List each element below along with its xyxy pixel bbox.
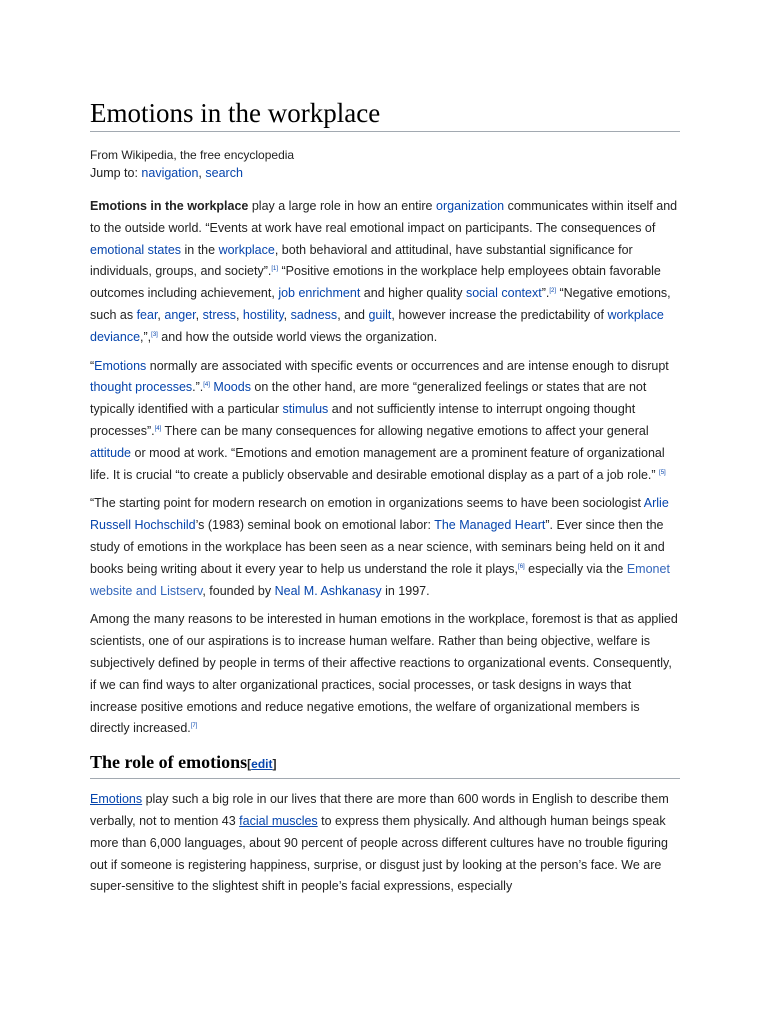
- link-hochschild[interactable]: Arlie Russell Hochschild: [90, 496, 669, 533]
- paragraph-welfare: Among the many reasons to be interested in human emotions in the workplace, foremost is that as applied scientists, one of our aspirations is to increase human welfare. Rather than being objective, welfare is subjectively defined by people in terms of their affective reactions to organizational events. Consequently, if we can find ways to alter organizational practices, social processes, or task designs in ways that increase positive emotions and reduce negative emotions, the welfare of organizational members is directly increased.[7]: [90, 612, 678, 736]
- citation-5[interactable]: [5]: [659, 469, 666, 476]
- paragraph-emotions-moods: “Emotions normally are associated with specific events or occurrences and are intense enough to disrupt thought processes.”.[4] Moods on the other hand, are more “generalized feelings or states that are not typically identified with a particular stimulus and not sufficiently intense to interrupt ongoing thought processes”.[4] There can be many consequences for allowing negative emotions to affect your general attitude or mood at work. “Emotions and emotion management are a prominent feature of organizational life. It is crucial “to create a publicly observable and desirable emotional display as a part of a job role.” [5]: [90, 358, 669, 482]
- link-thought-processes[interactable]: thought processes: [90, 380, 193, 395]
- link-workplace-deviance[interactable]: workplace deviance: [90, 307, 664, 344]
- link-anger[interactable]: anger: [164, 307, 196, 322]
- link-hostility[interactable]: hostility: [242, 307, 284, 322]
- link-ashkanasy[interactable]: Neal M. Ashkanasy: [274, 583, 382, 598]
- search-link[interactable]: search: [205, 166, 243, 180]
- jump-links: Jump to: navigation, search: [90, 166, 243, 180]
- link-managed-heart[interactable]: The Managed Heart: [434, 518, 546, 533]
- article: [90, 96, 680, 905]
- tagline: From Wikipedia, the free encyclopedia: [90, 148, 295, 162]
- link-workplace[interactable]: workplace: [218, 242, 275, 257]
- link-attitude[interactable]: attitude: [90, 445, 132, 460]
- link-moods[interactable]: Moods: [213, 380, 251, 395]
- paragraph-research: “The starting point for modern research on emotion in organizations seems to have been sociologist Arlie Russell Hochschild’s (1983) seminal book on emotional labor: The Managed Heart”. Ever since then the study of emotions in the workplace has been seen as a near science, with seminars being held on it and books being writing about it every year to help us understand the role it plays,[6] especially via the Emonet website and Listserv, founded by Neal M. Ashkanasy in 1997.: [90, 496, 670, 598]
- citation-4[interactable]: [4]: [203, 382, 210, 389]
- page-title: Emotions in the workplace: [90, 96, 680, 132]
- paragraph-role: Emotions play such a big role in our lives that there are more than 600 words in English to describe them verbally, not to mention 43 facial muscles to express them physically. And although human beings speak more than 6,000 languages, about 90 percent of people across different cultures have no trouble figuring out if someone is registering happiness, surprise, or disgust just by looking at the person’s face. We are super-sensitive to the slightest shift in people’s facial expressions, especially: [90, 792, 669, 894]
- link-emotional-states[interactable]: emotional states: [90, 242, 182, 257]
- citation-7[interactable]: [7]: [190, 723, 198, 730]
- link-facial-muscles[interactable]: facial muscles: [239, 813, 318, 828]
- edit-section-link[interactable]: edit: [251, 757, 273, 772]
- link-emotions-2[interactable]: Emotions: [90, 792, 143, 807]
- edit-section: [edit]: [247, 757, 277, 772]
- link-emonet[interactable]: Emonet website and Listserv: [90, 561, 670, 598]
- link-emotions[interactable]: Emotions: [94, 358, 147, 373]
- citation-3[interactable]: [3]: [151, 331, 158, 338]
- link-job-enrichment[interactable]: job enrichment: [278, 286, 361, 301]
- link-guilt[interactable]: guilt: [368, 307, 392, 322]
- link-organization[interactable]: organization: [436, 199, 505, 213]
- citation-1[interactable]: [1]: [271, 266, 279, 273]
- link-fear[interactable]: fear: [136, 307, 158, 322]
- navigation-link[interactable]: navigation: [141, 166, 199, 180]
- link-social-context[interactable]: social context: [465, 286, 542, 301]
- paragraph-intro: Emotions in the workplace play a large role in how an entire organization communicates within itself and to the outside world. “Events at work have real emotional impact on participants. The consequences of emotional states in the workplace, both behavioral and attitudinal, have substantial significance for individuals, groups, and society”.[1] “Positive emotions in the workplace help employees obtain favorable outcomes including achievement, job enrichment and higher quality social context”.[2] “Negative emotions, such as fear, anger, stress, hostility, sadness, and guilt, however increase the predictability of workplace deviance,”,[3] and how the outside world views the organization.: [90, 199, 678, 344]
- link-stress[interactable]: stress: [202, 307, 236, 322]
- link-sadness[interactable]: sadness: [290, 307, 338, 322]
- citation-2[interactable]: [2]: [549, 288, 556, 295]
- section-heading-role-of-emotions: The role of emotions[edit]: [90, 750, 680, 779]
- link-stimulus[interactable]: stimulus: [282, 402, 329, 417]
- citation-4b[interactable]: [4]: [154, 425, 162, 432]
- citation-6[interactable]: [6]: [518, 563, 525, 570]
